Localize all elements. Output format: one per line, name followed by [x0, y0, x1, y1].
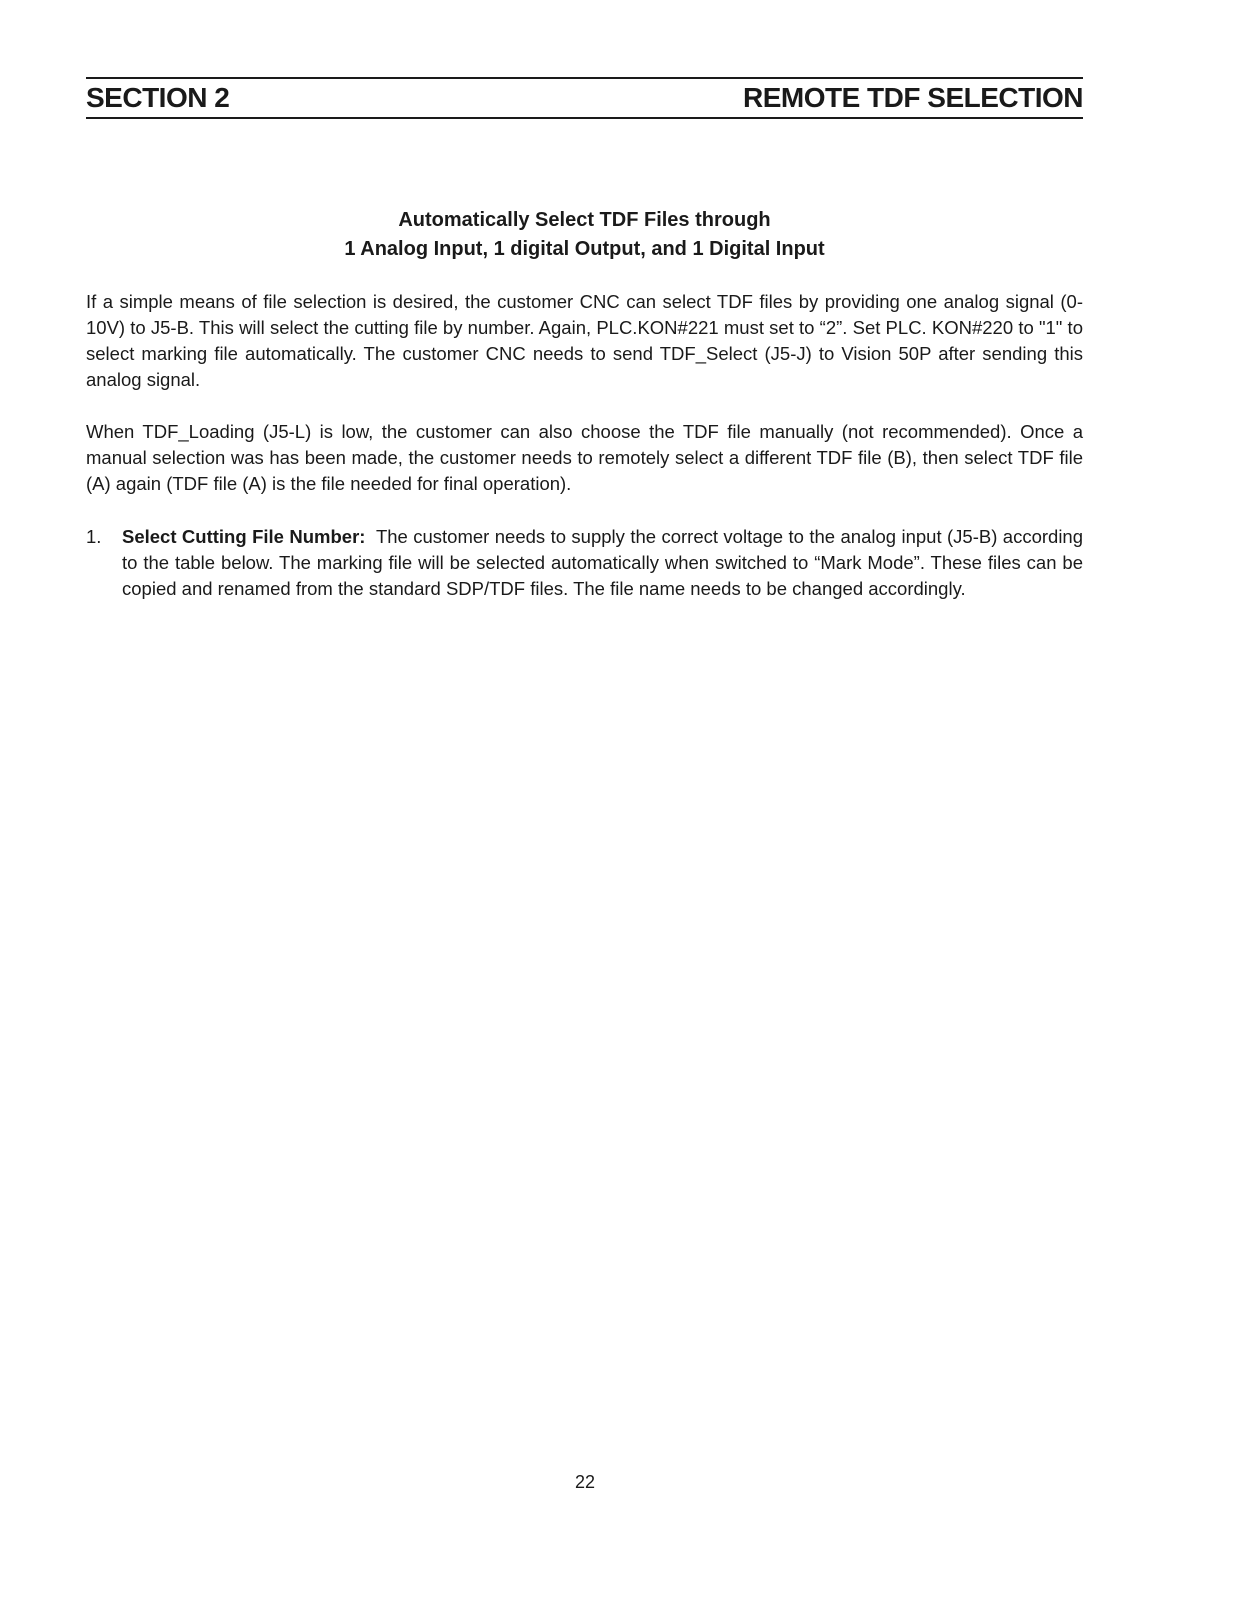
list-item-number: 1.	[86, 526, 102, 547]
list-item-body	[122, 524, 1083, 602]
list-item-text: The customer needs to supply the correct voltage to the analog input (J5-B) according to the table below. The marking file will be selected automatically when switched to “Mark Mode”. These files can be copied and renamed from the standard SDP/TDF files. The file name needs to be changed accordingly.	[122, 526, 1084, 599]
heading-line-1: Automatically Select TDF Files through	[398, 209, 771, 231]
heading-line-2: 1 Analog Input, 1 digital Output, and 1 Digital Input	[344, 238, 825, 260]
paragraph-manual-selection: When TDF_Loading (J5-L) is low, the customer can also choose the TDF file manually (not recommended). Once a manual selection was has been made, the customer needs to remotely select a different TDF file (B), then select TDF file (A) again (TDF file (A) is the file needed for final operation).	[86, 421, 1083, 494]
page-number: 22	[574, 1472, 596, 1492]
section-label: SECTION 2	[86, 82, 230, 113]
paragraph-analog-selection: If a simple means of file selection is desired, the customer CNC can select TDF files by providing one analog signal (0-10V) to J5-B. This will select the cutting file by number. Again, PLC.KON#221 must set to “2”. Set PLC. KON#220 to "1" to select marking file automatically. The customer CNC needs to send TDF_Select (J5-J) to Vision 50P after sending this analog signal.	[86, 291, 1083, 390]
list-item	[86, 524, 1083, 602]
page-header	[86, 77, 1083, 119]
section-title: REMOTE TDF SELECTION	[743, 82, 1083, 113]
subsection-heading	[86, 206, 1083, 264]
list-item-title: Select Cutting File Number:	[122, 526, 366, 547]
